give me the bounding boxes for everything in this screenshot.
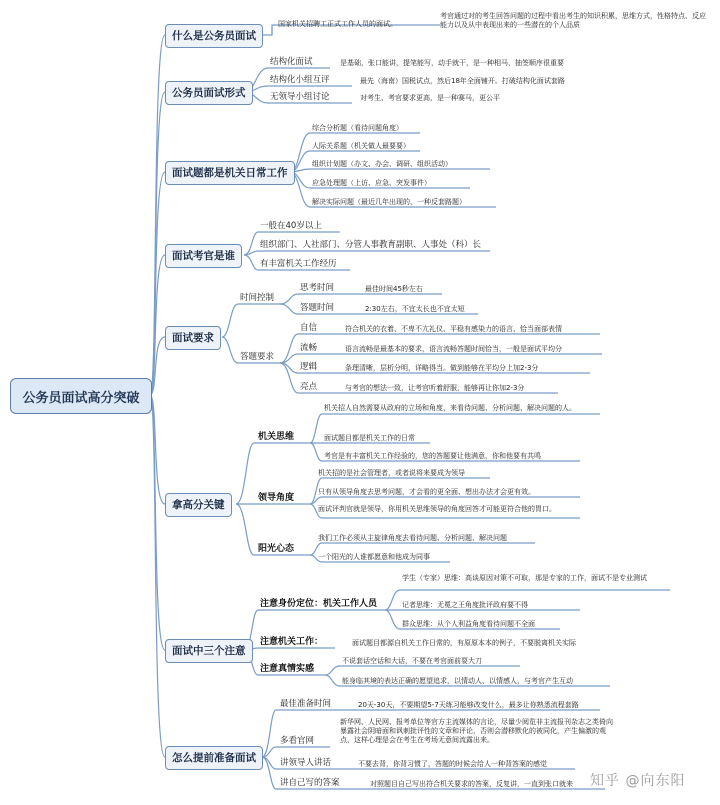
s2-item-0-val: 是基础，张口能讲，提笔能写，动手就干，是一种相马，抽签顺序很重要 xyxy=(340,59,564,67)
s5-time-label: 时间控制 xyxy=(240,293,275,303)
s6-g3-label: 阳光心态 xyxy=(258,544,295,554)
s6-g1-item-1: 面试题目都是机关工作的日常 xyxy=(324,434,415,442)
section-examiners[interactable]: 面试考官是谁 xyxy=(165,244,242,268)
s8-item-3-val: 对照题目自己写出符合机关要求的答案，反复讲，一直到张口就来 xyxy=(370,780,573,788)
s1-description: 考官通过对的考生回答问题的过程中看出考生的知识积累，思维方式，性格特点、反应能力以及从中表现出来的一些潜在的个人品质 xyxy=(440,12,706,29)
s8-item-3-key: 讲自己写的答案 xyxy=(280,778,340,788)
watermark: 知乎 @向东阳 xyxy=(590,773,686,789)
s8-item-0-val: 20天-30天，不要期望5-7天练习能够改变什么，最多让你熟悉流程套路 xyxy=(358,701,579,709)
s2-item-0-key: 结构化面试 xyxy=(270,57,313,67)
s7-g1-label: 注意身份定位：机关工作人员 xyxy=(260,599,378,609)
s5-time-0-val: 最佳时间45秒左右 xyxy=(365,285,423,293)
s3-item-0: 综合分析题（看待问题角度） xyxy=(312,124,403,132)
root-topic[interactable]: 公务员面试高分突破 xyxy=(10,378,152,414)
s2-item-2-val: 对考生、考官要求更高，是一种赛马，更公平 xyxy=(360,94,500,102)
s6-g2-item-1: 只有从领导角度去思考问题，才会看的更全面、想出办法才会更有效。 xyxy=(318,488,535,496)
s5-answer-label: 答题要求 xyxy=(240,352,275,362)
s4-item-0: 一般在40岁以上 xyxy=(260,221,322,231)
s5-answer-2-key: 逻辑 xyxy=(300,362,318,372)
s3-item-3: 应急处理题（上访、应急、突发事件） xyxy=(312,179,431,187)
s8-item-2-key: 讲领导人讲话 xyxy=(280,758,332,768)
s6-g2-label: 领导角度 xyxy=(258,493,295,503)
section-daily-work[interactable]: 面试题都是机关日常工作 xyxy=(165,161,295,185)
s6-g2-item-2: 面试评判官就是领导，你用机关思维领导的角度回答才可能更符合他的胃口。 xyxy=(318,505,556,513)
s7-g1-item-0: 学生（专家）思维：高谈原因对策不可取，那是专家的工作，面试不是专业测试 xyxy=(402,574,647,582)
s3-item-4: 解决实际问题（最近几年出现的，一种反套路题） xyxy=(312,198,466,206)
s7-g1-item-1: 记者思维：无冕之王角度批评政府要不得 xyxy=(402,601,528,609)
section-what-is-interview[interactable]: 什么是公务员面试 xyxy=(165,24,263,48)
s1-definition: 国家机关招聘工正式工作人员的面试。 xyxy=(278,20,397,28)
s5-answer-3-key: 亮点 xyxy=(300,382,318,392)
s8-item-2-val: 不要去背，你背习惯了，答题的时候会给人一种背答案的感觉 xyxy=(358,760,547,768)
section-interview-forms[interactable]: 公务员面试形式 xyxy=(165,81,253,105)
s5-answer-1-key: 流畅 xyxy=(300,343,318,353)
s5-answer-0-key: 自信 xyxy=(300,323,318,333)
s6-g1-item-2: 考官是有丰富机关工作经验的，您的答题要让他满意，你和他要有共鸣 xyxy=(324,452,541,460)
s2-item-2-key: 无领导小组讨论 xyxy=(270,92,330,102)
s3-item-2: 组织计划题（办文、办会、调研、组织活动） xyxy=(312,160,452,168)
s5-answer-1-val: 语言流畅是最基本的要求，语言流畅答题时间恰当，一般是面试平均分 xyxy=(345,345,562,353)
s7-g3-item-1: 能身临其境的表达正确的愿望追求，以情动人、以情感人，与考官产生互动 xyxy=(342,677,573,685)
s6-g3-item-1: 一个阳光的人谁都愿意和他成为同事 xyxy=(318,553,430,561)
s5-answer-2-val: 条理清晰，层析分明，详略得当。做到能够在平均分上加2-3分 xyxy=(345,364,539,372)
s3-item-1: 人际关系题（机关做人最要要） xyxy=(312,142,410,150)
s7-g2-label: 注意机关工作： xyxy=(260,637,324,647)
s4-item-2: 有丰富机关工作经历 xyxy=(260,259,337,269)
s6-g2-item-0: 机关招的是社会管理者，或者说将来要成为领导 xyxy=(318,469,465,477)
s5-answer-3-val: 与考官的想法一致，让考官听着舒服，能够再让你加2-3分 xyxy=(345,384,525,392)
s8-item-1-val: 新华网、人民网、报考单位等官方主流媒体的言论，尽量少阅览非主流报刊杂志之类倚向暴露社会阴暗面和讽刺批评性的文章和评论，否则会潜移默化的被同化，产生偏激的观点，这样心理是会在考生在考场无意间流露出来。 xyxy=(340,718,613,744)
s8-item-1-key: 多看官网 xyxy=(280,736,315,746)
s6-g1-item-0: 机关招人自然需要从政府的立场和角度，来看待问题、分析问题、解决问题的人。 xyxy=(324,404,576,412)
s5-answer-0-val: 符合机关的衣着、不卑不亢礼仪、平稳有感染力的语言、恰当面部表情 xyxy=(345,325,562,333)
s7-g2-val: 面试题目都源自机关工作日常的，有原原本本的例子，不要脱离机关实际 xyxy=(352,639,576,647)
s8-item-0-key: 最佳准备时间 xyxy=(280,699,332,709)
s7-g3-label: 注意真情实感 xyxy=(260,664,315,674)
section-preparation[interactable]: 怎么提前准备面试 xyxy=(165,746,263,770)
s7-g3-item-0: 不说套话空话和大话，不要在考官面前耍大刀 xyxy=(342,657,482,665)
s4-item-1: 组织部门、人社部门、分管人事教育副职、人事处（科）长 xyxy=(260,240,482,250)
s5-time-0-key: 思考时间 xyxy=(300,283,335,293)
s5-time-1-val: 2:30左右，不宜太长也不宜太短 xyxy=(365,305,465,313)
s6-g1-label: 机关思维 xyxy=(258,432,295,442)
s7-g1-item-2: 群众思维：从个人利益角度看待问题不全面 xyxy=(402,620,535,628)
section-requirements[interactable]: 面试要求 xyxy=(165,326,221,350)
s5-time-1-key: 答题时间 xyxy=(300,303,335,313)
s6-g3-item-0: 我们工作必须从主旋律角度去看待问题、分析问题、解决问题 xyxy=(318,534,507,542)
s2-item-1-key: 结构化小组互评 xyxy=(270,75,330,85)
section-three-notes[interactable]: 面试中三个注意 xyxy=(165,639,253,663)
s2-item-1-val: 最先（海南）国税试点，然后18年全面铺开。打破结构化面试套路 xyxy=(360,77,565,85)
section-key-to-high-score[interactable]: 拿高分关键 xyxy=(165,493,232,517)
